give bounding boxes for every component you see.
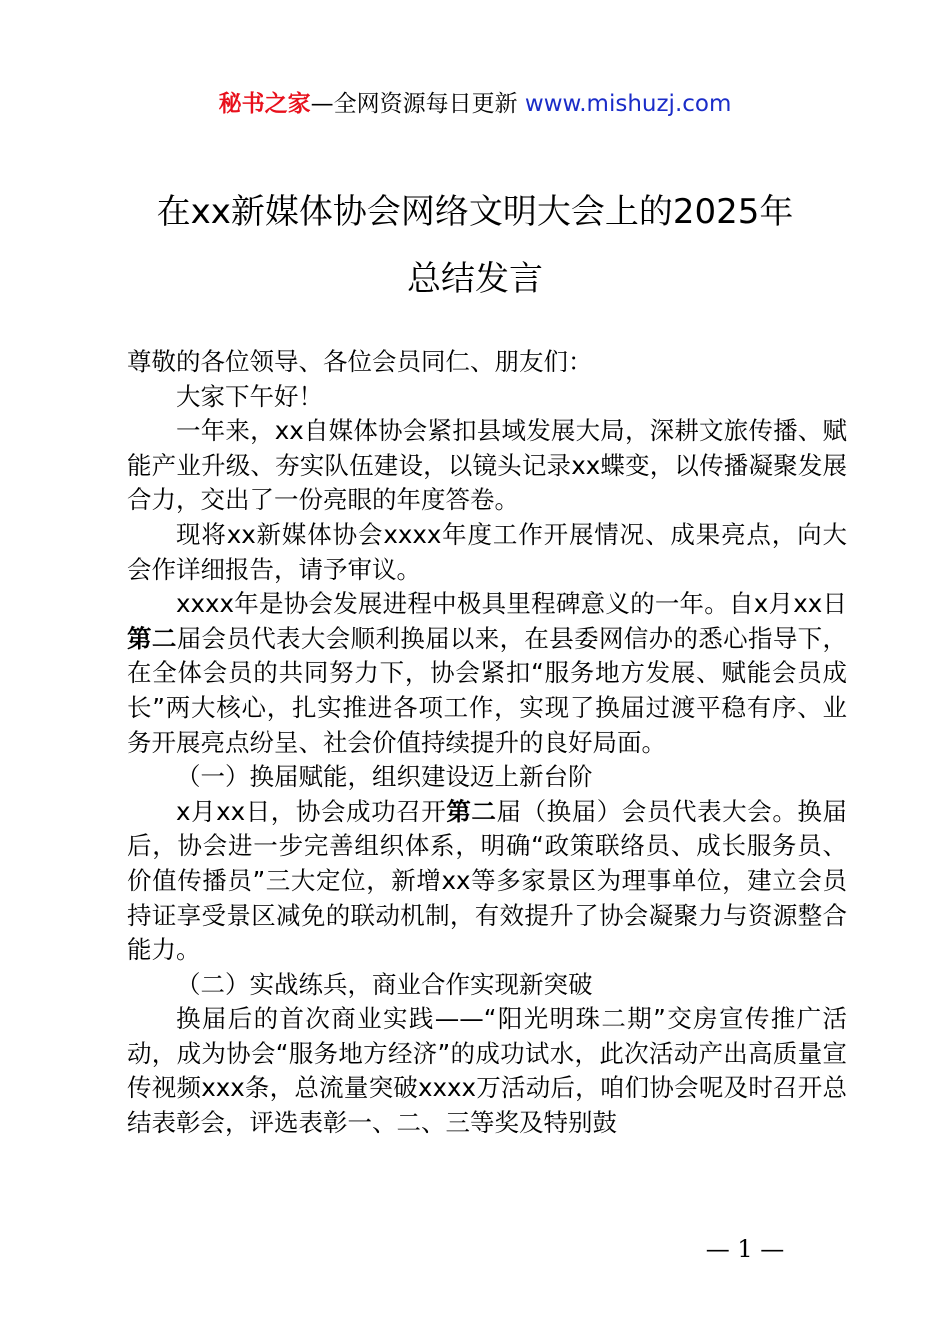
paragraph-organization-bold: 第二 [446,796,497,826]
paragraph-milestone-bold: 第二 [127,623,177,653]
paragraph-organization [127,795,847,968]
salutation: 尊敬的各位领导、各位会员同仁、朋友们： [127,347,593,376]
section-heading-2: （二）实战练兵，商业合作实现新突破 [176,969,593,999]
paragraph-milestone-text-a: xxxx年是协会发展进程中极具里程碑意义的一年。自x月xx日 [176,589,847,619]
paragraph-organization-text-a: x月xx日，协会成功召开 [176,796,447,826]
paragraph-report: 现将xx新媒体协会xxxx年度工作开展情况、成果亮点，向大会作详细报告，请予审议。 [127,519,847,584]
paragraph-commercial: 换届后的首次商业实践——“阳光明珠二期”交房宣传推广活动，成为协会“服务地方经济”的成功试水，此次活动产出高质量宣传视频xxx条，总流量突破xxxx万活动后，咱们协会呢及时召开总结表彰会，评选表彰一、二、三等奖及特别鼓 [127,1004,847,1138]
page-number: — 1 — [705,1235,785,1263]
site-header [0,88,950,120]
paragraph-organization-text-b: 届（换届）会员代表大会。换届后，协会进一步完善组织体系，明确“政策联络员、成长服务员、价值传播员”三大定位，新增xx等多家景区为理事单位，建立会员持证享受景区减免的联动机制，有效提升了协会凝聚力与资源整合能力。 [127,796,847,965]
greeting: 大家下午好！ [176,381,323,411]
header-tagline: —全网资源每日更新 [310,91,525,117]
document-title-line1: 在xx新媒体协会网络文明大会上的2025年 [156,192,794,232]
document-body [127,345,847,1141]
paragraph-milestone-text-b: 届会员代表大会顺利换届以来，在县委网信办的悉心指导下，在全体会员的共同努力下，协会紧扣“服务地方发展、赋能会员成长”两大核心，扎实推进各项工作，实现了换届过渡平稳有序、业务开展亮点纷呈、社会价值持续提升的良好局面。 [127,623,848,757]
paragraph-intro: 一年来，xx自媒体协会紧扣县域发展大局，深耕文旅传播、赋能产业升级、夯实队伍建设，以镜头记录xx蝶变，以传播凝聚发展合力，交出了一份亮眼的年度答卷。 [127,416,847,515]
brand-name: 秘书之家 [218,91,311,117]
site-url-link[interactable]: www.mishuzj.com [524,91,732,117]
document-title-line2: 总结发言 [407,259,543,299]
paragraph-milestone [127,587,847,760]
section-heading-1: （一）换届赋能，组织建设迈上新台阶 [176,762,593,792]
